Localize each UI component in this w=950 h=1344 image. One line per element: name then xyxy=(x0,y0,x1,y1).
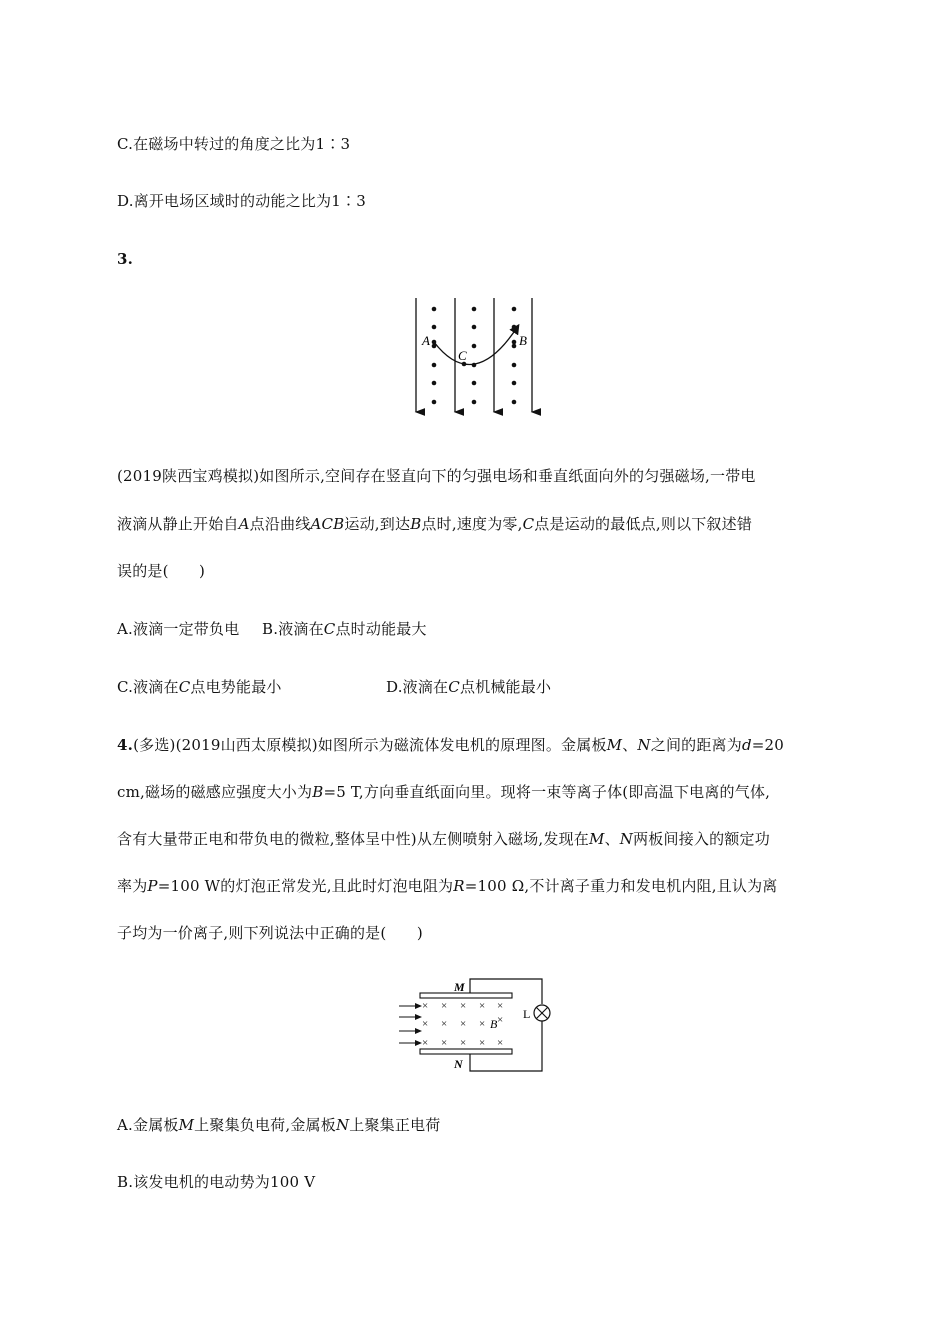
label-b: B xyxy=(519,333,527,348)
q4-stem-line-4: 率为P=100 W的灯泡正常发光,且此时灯泡电阻为R=100 Ω,不计离子重力和发电机内阻,且认为离 xyxy=(117,877,778,895)
q4-option-b: B.该发电机的电动势为100 V xyxy=(117,1173,316,1191)
svg-text:×: × xyxy=(422,1018,429,1030)
q4-stem-line-1: 4.(多选)(2019山西太原模拟)如图所示为磁流体发电机的原理图。金属板M、N之间的距离为d=20 xyxy=(117,736,785,754)
label-n: N xyxy=(454,1057,463,1071)
label-l: L xyxy=(523,1007,531,1021)
svg-text:×: × xyxy=(441,1000,448,1012)
svg-text:×: × xyxy=(497,1014,504,1026)
svg-text:×: × xyxy=(460,1018,467,1030)
svg-text:×: × xyxy=(497,1037,504,1049)
svg-text:×: × xyxy=(479,1018,486,1030)
svg-text:×: × xyxy=(460,1037,467,1049)
q2-option-c: C.在磁场中转过的角度之比为1∶3 xyxy=(117,135,351,153)
q4-stem-line-5: 子均为一价离子,则下列说法中正确的是( ) xyxy=(117,924,423,942)
q4-stem-line-3: 含有大量带正电和带负电的微粒,整体呈中性)从左侧喷射入磁场,发现在M、N两板间接入的额定功 xyxy=(117,830,770,848)
svg-text:×: × xyxy=(441,1018,448,1030)
q3-stem-line-3: 误的是( ) xyxy=(117,562,206,580)
q3-stem-line-2: 液滴从静止开始自A点沿曲线ACB运动,到达B点时,速度为零,C点是运动的最低点,则以下叙述错 xyxy=(117,515,753,533)
svg-text:×: × xyxy=(441,1037,448,1049)
q3-option-d: D.液滴在C点机械能最小 xyxy=(386,678,552,696)
label-b: B xyxy=(490,1017,498,1031)
field-dots xyxy=(432,307,517,405)
q4-number: 4. xyxy=(117,736,134,754)
q2-option-d: D.离开电场区域时的动能之比为1∶3 xyxy=(117,192,366,210)
q4-stem-line-2: cm,磁场的磁感应强度大小为B=5 T,方向垂直纸面向里。现将一束等离子体(即高温下电离的气体, xyxy=(117,783,771,801)
lamp-icon xyxy=(534,1005,550,1021)
label-c: C xyxy=(458,348,467,363)
q3-stem-line-1: (2019陕西宝鸡模拟)如图所示,空间存在竖直向下的匀强电场和垂直纸面向外的匀强磁场,一带电 xyxy=(117,467,756,485)
label-m: M xyxy=(454,980,465,994)
plate-n xyxy=(420,1049,512,1054)
q3-option-c: C.液滴在C点电势能最小 xyxy=(117,678,282,696)
q3-field-figure xyxy=(408,296,543,418)
plate-m xyxy=(420,993,512,998)
svg-text:×: × xyxy=(479,1037,486,1049)
svg-text:×: × xyxy=(479,1000,486,1012)
svg-text:×: × xyxy=(497,1000,504,1012)
q4-option-a: A.金属板M上聚集负电荷,金属板N上聚集正电荷 xyxy=(117,1116,441,1134)
q3-option-a: A.液滴一定带负电 xyxy=(117,620,240,638)
plasma-arrows xyxy=(399,1006,421,1043)
label-a: A xyxy=(422,333,430,348)
q3-option-b: B.液滴在C点时动能最大 xyxy=(262,620,427,638)
svg-text:×: × xyxy=(422,1000,429,1012)
svg-text:×: × xyxy=(460,1000,467,1012)
q3-number: 3. xyxy=(117,250,134,268)
q4-generator-figure xyxy=(396,976,556,1076)
svg-text:×: × xyxy=(422,1037,429,1049)
